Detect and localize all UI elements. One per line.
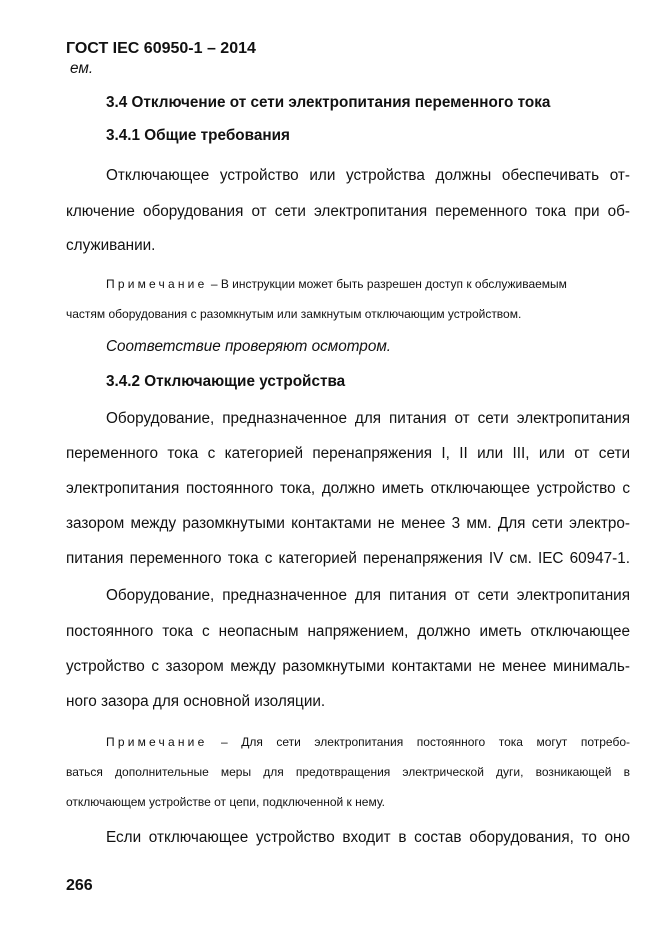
note-text: – В инструкции может быть разрешен доступ к обслуживаемым [210,277,567,291]
paragraph-line: переменного тока с категорией перенапряжения I, II или III, или от сети [66,445,630,462]
note-line [106,733,630,751]
subsection-heading: 3.4.2 Отключающие устройства [106,373,346,390]
note-line: ваться дополнительные меры для предотвращения электрической дуги, возникающей в [66,765,630,779]
paragraph-line: постоянного тока с неопасным напряжением, должно иметь отключающее [66,623,630,640]
paragraph-line: зазором между разомкнутыми контактами не менее 3 мм. Для сети электро- [66,515,630,532]
paragraph-line: Оборудование, предназначенное для питания от сети электропитания [106,587,630,604]
paragraph-line: электропитания постоянного тока, должно иметь отключающее устройство с [66,480,630,497]
note-text: – Для сети электропитания постоянного тока могут потребо- [221,735,630,749]
note-line: отключающем устройстве от цепи, подключенной к нему. [66,795,385,809]
document-header: ГОСТ IEC 60950-1 – 2014 [66,40,256,57]
section-heading: 3.4 Отключение от сети электропитания переменного тока [106,94,551,111]
paragraph-line: устройство с зазором между разомкнутыми контактами не менее минималь- [66,658,630,675]
note-label: Примечание [106,277,208,291]
compliance-text: Соответствие проверяют осмотром. [106,338,392,355]
paragraph-line: питания переменного тока с категорией перенапряжения IV см. IEC 60947-1. [66,550,630,567]
paragraph-line: ного зазора для основной изоляции. [66,693,326,710]
paragraph-line: ключение оборудования от сети электропитания переменного тока при об- [66,203,630,220]
note-label: Примечание [106,735,208,749]
paragraph-line: Если отключающее устройство входит в состав оборудования, то оно [106,829,630,846]
subsection-heading: 3.4.1 Общие требования [106,127,290,144]
note-line [106,275,630,293]
page-number: 266 [66,877,93,894]
continuation-text: ем. [70,60,94,77]
paragraph-line: Отключающее устройство или устройства должны обеспечивать от- [106,167,630,184]
note-line: частям оборудования с разомкнутым или замкнутым отключающим устройством. [66,307,522,321]
paragraph-line: Оборудование, предназначенное для питания от сети электропитания [106,410,630,427]
paragraph-line: служивании. [66,237,156,254]
